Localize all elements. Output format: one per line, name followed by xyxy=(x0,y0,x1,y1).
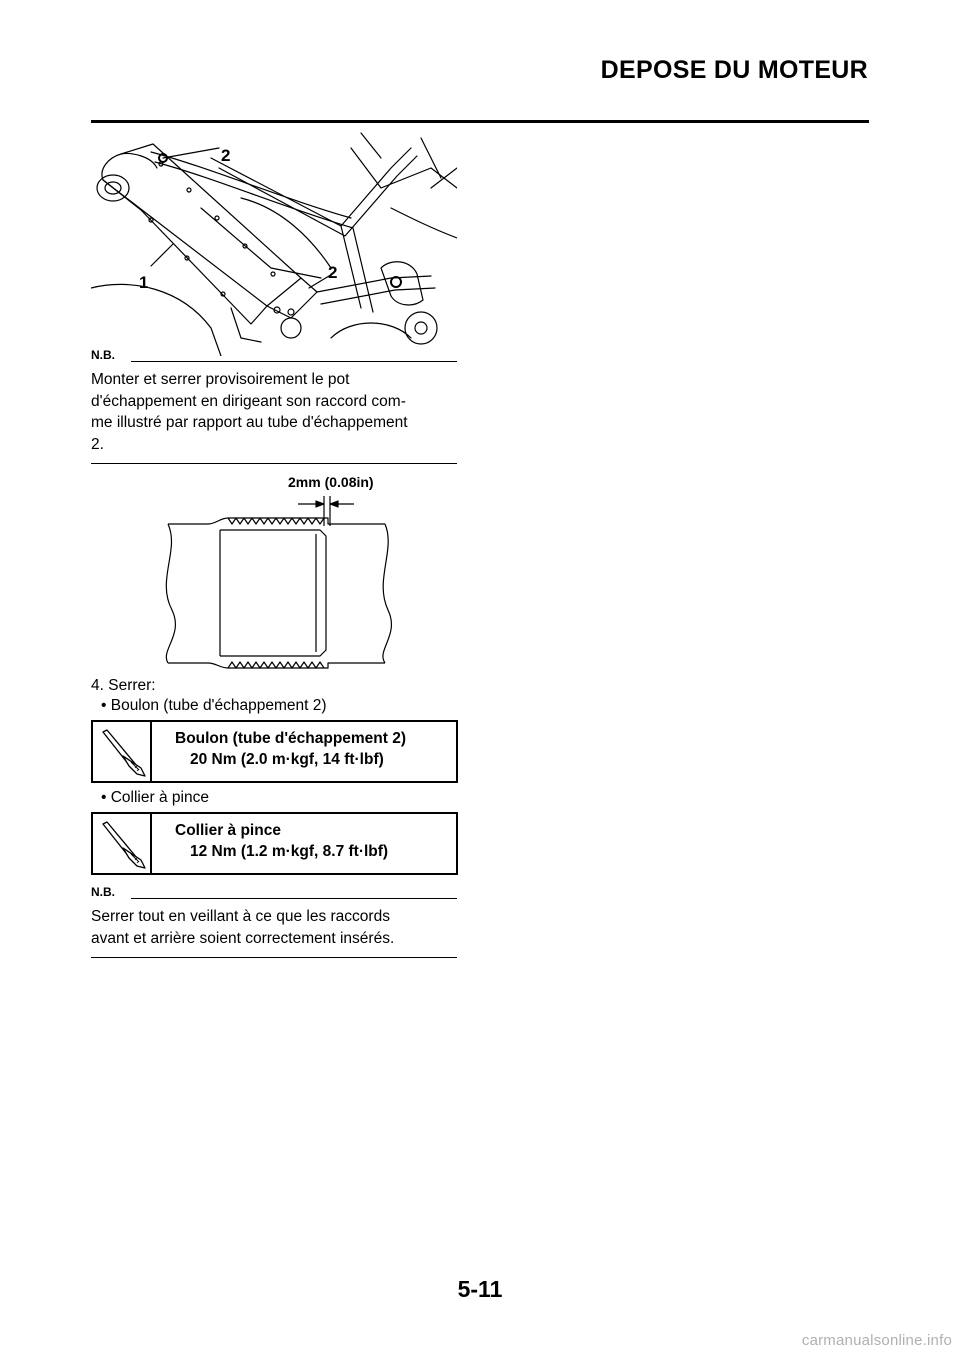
spec-name: Boulon (tube d'échappement 2) xyxy=(175,730,407,747)
spec-name: Collier à pince xyxy=(175,822,281,839)
pipe-joint-illustration xyxy=(150,490,400,680)
page-title: DEPOSE DU MOTEUR xyxy=(600,56,868,84)
header-rule xyxy=(91,120,869,123)
torque-spec-box xyxy=(91,720,458,783)
note-line: 2. xyxy=(91,435,104,453)
nb-rule xyxy=(131,361,457,362)
note-line: Monter et serrer provisoirement le pot xyxy=(91,371,350,388)
torque-wrench-icon xyxy=(93,814,152,873)
spec-value: 12 Nm (1.2 m·kgf, 8.7 ft·lbf) xyxy=(190,843,389,860)
spec-value: 20 Nm (2.0 m·kgf, 14 ft·lbf) xyxy=(190,751,384,768)
callout-2-bottom: 2 xyxy=(328,263,338,282)
note-end-rule xyxy=(91,957,457,958)
note-line: me illustré par rapport au tube d'échappement xyxy=(91,414,408,431)
note-end-rule xyxy=(91,463,457,464)
note-line: d'échappement en dirigeant son raccord com- xyxy=(91,392,406,410)
torque-spec-box xyxy=(91,812,458,875)
page-number: 5-11 xyxy=(457,1276,503,1302)
callout-1: 1 xyxy=(139,273,149,292)
nb-header xyxy=(91,348,457,366)
step-bullet: • Collier à pince xyxy=(101,789,209,806)
note-paragraph xyxy=(91,369,457,455)
exhaust-assembly-illustration xyxy=(91,128,457,356)
note-paragraph xyxy=(91,906,457,949)
note-line: avant et arrière soient correctement insérés. xyxy=(91,929,395,947)
torque-wrench-icon xyxy=(93,722,152,781)
nb-header xyxy=(91,885,457,903)
dimension-label: 2mm (0.08in) xyxy=(288,474,374,490)
step-heading: 4. Serrer: xyxy=(91,677,156,694)
step-bullet: • Boulon (tube d'échappement 2) xyxy=(101,697,327,714)
note-line: Serrer tout en veillant à ce que les raccords xyxy=(91,908,390,925)
nb-label: N.B. xyxy=(91,348,115,362)
nb-rule xyxy=(131,898,457,899)
nb-label: N.B. xyxy=(91,885,115,899)
watermark-link[interactable]: carmanualsonline.info xyxy=(801,1332,952,1349)
callout-2-top: 2 xyxy=(221,146,231,165)
